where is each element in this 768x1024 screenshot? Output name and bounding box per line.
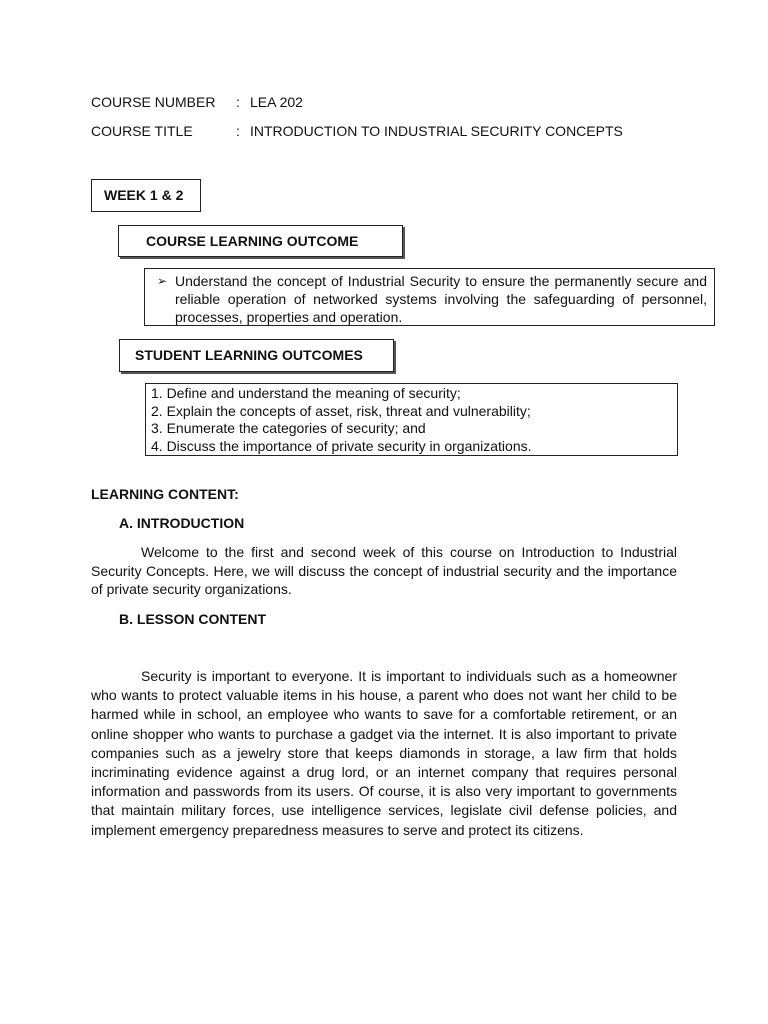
course-learning-outcome-box <box>144 268 715 326</box>
course-title-colon: : <box>236 123 240 139</box>
course-title-label: COURSE TITLE <box>91 123 193 139</box>
week-label-box: WEEK 1 & 2 <box>91 179 201 212</box>
student-learning-outcomes-heading: STUDENT LEARNING OUTCOMES <box>119 339 394 372</box>
introduction-heading: A. INTRODUCTION <box>119 515 245 531</box>
course-number-value: LEA 202 <box>250 94 303 110</box>
course-learning-outcome-heading: COURSE LEARNING OUTCOME <box>118 225 403 257</box>
lesson-content-paragraph: Security is important to everyone. It is important to individuals such as a homeowner who wants to protect valuable items in his house, a parent who does not want her child to be harmed while in school, an employee who wants to save for a comfortable retirement, or an online shopper who wants to purchase a gadget via the internet. It is also important to private companies such as a jewelry store that keeps diamonds in storage, a law firm that holds incriminating evidence against a drug lord, or an internet company that requires personal information and passwords from its users. Of course, it is also very important to governments that maintain military forces, use intelligence services, legislate civil defense policies, and implement emergency preparedness measures to serve and protect its citizens. <box>91 668 677 838</box>
list-item: 1. Define and understand the meaning of security; <box>151 385 461 401</box>
course-learning-outcome-text: Understand the concept of Industrial Security to ensure the permanently secure and reliable operation of networked systems involving the safeguarding of personnel, processes, properties and operation. <box>175 273 707 325</box>
list-item: 4. Discuss the importance of private security in organizations. <box>151 437 532 454</box>
list-item: 2. Explain the concepts of asset, risk, threat and vulnerability; <box>151 402 531 419</box>
list-item: 3. Enumerate the categories of security; and <box>151 420 426 436</box>
student-learning-outcomes-list <box>145 383 678 456</box>
introduction-paragraph: Welcome to the first and second week of this course on Introduction to Industrial Security Concepts. Here, we will discuss the concept of industrial security and the importance of private security organizations. <box>91 544 677 597</box>
course-number-colon: : <box>236 94 240 110</box>
arrow-bullet-icon: ➢ <box>157 274 168 288</box>
course-number-label: COURSE NUMBER <box>91 94 216 110</box>
lesson-content-heading: B. LESSON CONTENT <box>119 611 267 627</box>
learning-content-heading: LEARNING CONTENT: <box>91 486 239 502</box>
course-title-value: INTRODUCTION TO INDUSTRIAL SECURITY CONCEPTS <box>250 123 623 139</box>
